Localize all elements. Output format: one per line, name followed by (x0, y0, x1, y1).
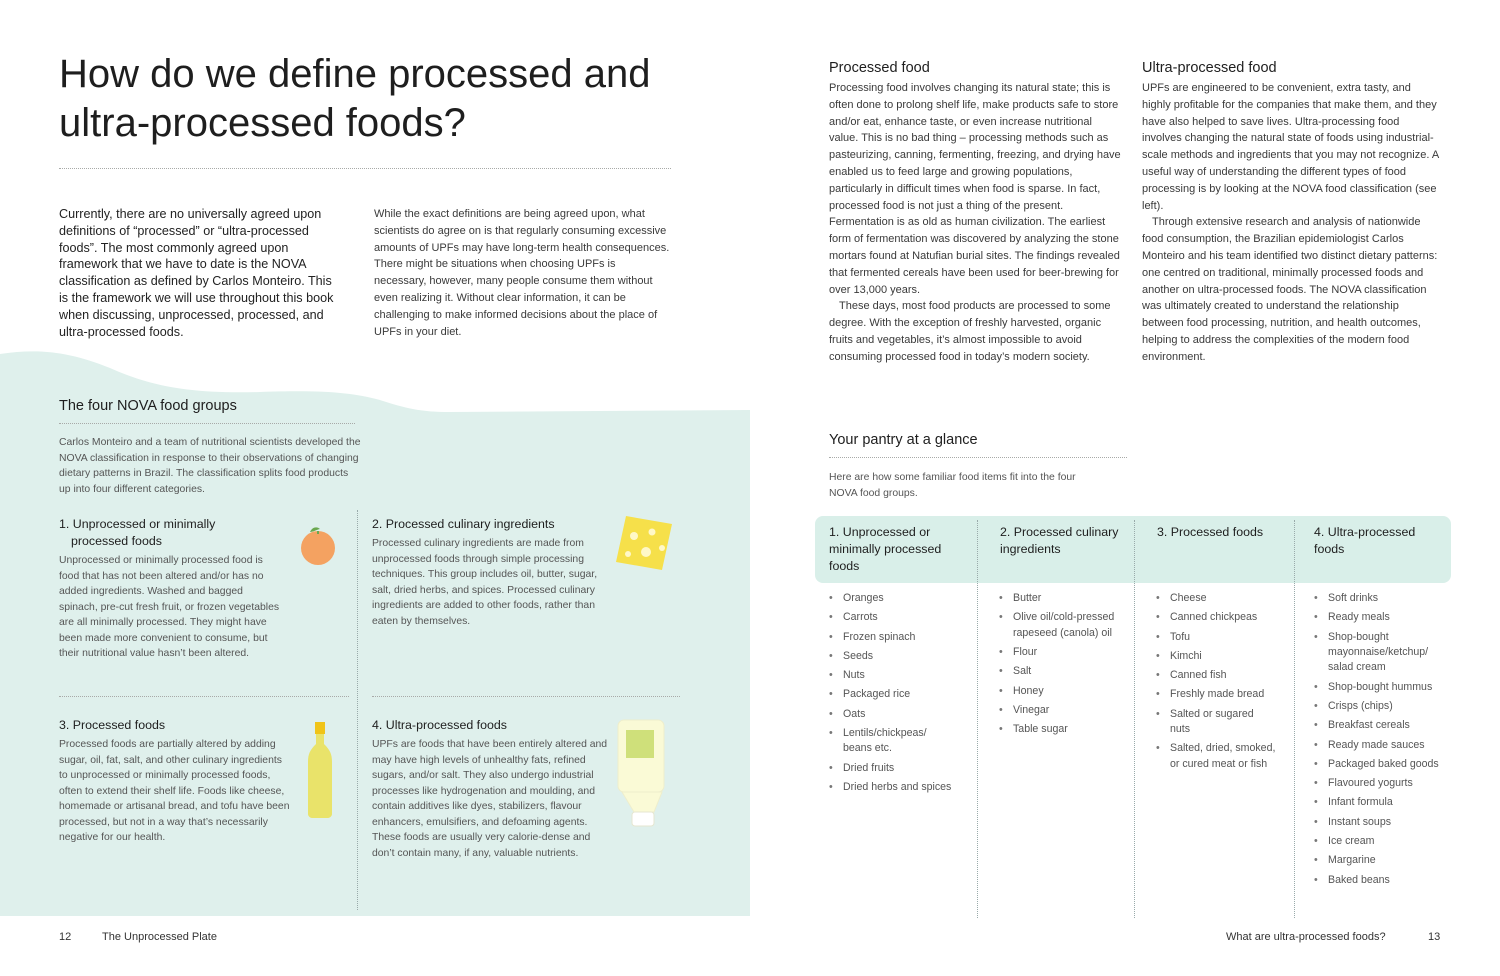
list-item: • Table sugar (999, 722, 1127, 737)
list-item: • Shop-bought hummus (1314, 680, 1444, 695)
pantry-col-2-header: 2. Processed culinary ingredients (1000, 525, 1119, 556)
nova-group-3 (59, 717, 294, 846)
pantry-divider-1 (977, 520, 978, 918)
list-item: • Baked beans (1314, 873, 1444, 888)
list-item: • Breakfast cereals (1314, 718, 1444, 733)
list-item: • Shop-bought mayonnaise/ketchup/ salad cream (1314, 630, 1444, 676)
nova-group-4-text: UPFs are foods that have been entirely altered and may have high levels of unhealthy fats, refined sugars, and/or salt. They also undergo industrial processes like hydrogenation and moulding, and contain additives like dyes, stabilizers, flavour enhancers, emulsifiers, and defoaming agents. These foods are usually very calorie-dense and don’t contain many, if any, valuable nutrients. (372, 739, 608, 859)
nova-group-3-text: Processed foods are partially altered by adding sugar, oil, fat, salt, and other culinary ingredients to unprocessed or minimally processed foods, often to extend their shelf life. Foods like cheese, homemade or artisanal bread, and tofu have been processed, but not in a way that’s necessarily negative for our health. (59, 739, 290, 843)
list-item: • Ice cream (1314, 834, 1444, 849)
orange-icon (292, 522, 340, 568)
pantry-divider-3 (1294, 520, 1295, 918)
page-title: How do we define processed and ultra-processed foods? (59, 52, 651, 145)
right-chapter-title: What are ultra-processed foods? (1226, 931, 1386, 943)
pantry-col-3-header: 3. Processed foods (1157, 525, 1264, 539)
pantry-col-1-header: 1. Unprocessed or minimally processed foods (829, 525, 942, 573)
list-item: • Lentils/chickpeas/ beans etc. (829, 726, 954, 757)
list-item: • Instant soups (1314, 815, 1444, 830)
list-item: • Honey (999, 684, 1127, 699)
sauce-bottle-icon (612, 716, 672, 828)
list-item: • Crisps (chips) (1314, 699, 1444, 714)
list-item: • Soft drinks (1314, 591, 1444, 606)
list-item: • Infant formula (1314, 795, 1444, 810)
list-item: • Olive oil/cold-pressed rapeseed (canola) oil (999, 610, 1127, 641)
nova-group-1-title-line2: processed foods (71, 534, 162, 548)
list-item: • Packaged baked goods (1314, 757, 1444, 772)
nova-intro: Carlos Monteiro and a team of nutritional scientists developed the NOVA classification in response to their observations of changing dietary patterns in Brazil. The classification splits food products up into four different categories. (59, 437, 361, 495)
ultra-processed-food-heading: Ultra-processed food (1142, 60, 1277, 76)
nova-group-2-title: 2. Processed culinary ingredients (372, 517, 555, 531)
ultra-processed-food-para2: Through extensive research and analysis of nationwide food consumption, the Brazilian epidemiologist Carlos Monteiro and his team identified two distinct dietary patterns: one centred on traditional, minimally processed foods and another on ultra-processed foods. The NOVA classification was ultimately created to understand the relationship between food processing, nutrition, and health outcomes, helping to address the complexities of the modern food environment. (1142, 216, 1438, 363)
pantry-divider-2 (1134, 520, 1135, 918)
nova-group-divider-right (372, 696, 680, 697)
list-item: • Ready made sauces (1314, 738, 1444, 753)
list-item: • Frozen spinach (829, 630, 954, 645)
pantry-intro: Here are how some familiar food items fit into the four NOVA food groups. (829, 472, 1076, 499)
list-item: • Carrots (829, 610, 954, 625)
left-page-number: 12 (59, 931, 72, 943)
ultra-processed-food-para1: UPFs are engineered to be convenient, extra tasty, and highly profitable for the companies that make them, and they have also helped to save lives. Ultra-processing food involves changing the natural state of foods using industrial-scale methods and ingredients that you may not recognize. A useful way of understanding the different types of food processing is by looking at the NOVA food classification (see left). (1142, 82, 1439, 212)
list-item: • Canned chickpeas (1156, 610, 1276, 625)
processed-food-para1: Processing food involves changing its natural state; this is often done to prolong shelf life, make products safe to store and/or eat, enhance taste, or even increase nutritional value. This is no bad thing – processing methods such as pasteurizing, canning, fermenting, freezing, and drying have enabled us to feed large and growing populations, particularly in difficult times when food is sparse. In fact, processed food is not just a thing of the present. Fermentation is as old as human civilization. The earliest form of fermentation was discovered by analyzing the stone mortars found at Natufian burial sites. The findings revealed that fermented cereals have been used for beer-brewing for over 13,000 years. (829, 82, 1121, 296)
nova-group-1-title (59, 516, 289, 550)
list-item: • Cheese (1156, 591, 1276, 606)
right-page-number: 13 (1428, 931, 1441, 943)
nova-group-1 (59, 516, 289, 662)
nova-heading-divider (59, 423, 355, 424)
list-item: • Oats (829, 707, 954, 722)
processed-food-heading: Processed food (829, 60, 930, 76)
list-item: • Packaged rice (829, 687, 954, 702)
processed-food-text (829, 80, 1122, 366)
list-item: • Flour (999, 645, 1127, 660)
pantry-heading: Your pantry at a glance (829, 432, 978, 448)
pantry-col-4-header: 4. Ultra-processed foods (1314, 525, 1416, 556)
list-item: • Tofu (1156, 630, 1276, 645)
nova-group-2-text: Processed culinary ingredients are made from unprocessed foods through simple processing techniques. This group includes oil, butter, sugar, salt, dried herbs, and spices. Processed culinary ingredients are added to other foods, rather than eaten by themselves. (372, 538, 598, 627)
list-item: • Nuts (829, 668, 954, 683)
nova-group-4 (372, 717, 612, 861)
list-item: • Kimchi (1156, 649, 1276, 664)
pantry-col-1-list (829, 591, 954, 799)
list-item: • Oranges (829, 591, 954, 606)
oil-bottle-icon (304, 722, 336, 818)
nova-group-2 (372, 516, 612, 629)
list-item: • Margarine (1314, 853, 1444, 868)
processed-food-para2: These days, most food products are processed to some degree. With the exception of freshly harvested, organic fruits and vegetables, it’s almost impossible to avoid consuming processed food in today’s modern society. (829, 300, 1111, 363)
cheese-icon (612, 512, 676, 572)
list-item: • Salted, dried, smoked, or cured meat or fish (1156, 741, 1276, 772)
list-item: • Flavoured yogurts (1314, 776, 1444, 791)
list-item: • Salt (999, 664, 1127, 679)
list-item: • Salted or sugared nuts (1156, 707, 1276, 738)
nova-group-1-title-line1: 1. Unprocessed or minimally (59, 517, 216, 531)
list-item: • Freshly made bread (1156, 687, 1276, 702)
list-item: • Dried herbs and spices (829, 780, 954, 795)
nova-vertical-divider (357, 510, 358, 910)
nova-group-3-title: 3. Processed foods (59, 718, 166, 732)
pantry-col-3-list (1156, 591, 1276, 776)
pantry-heading-divider (829, 457, 1127, 458)
pantry-col-2-list (999, 591, 1127, 741)
list-item: • Dried fruits (829, 761, 954, 776)
intro-left-paragraph: Currently, there are no universally agreed upon definitions of “processed” or “ultra-processed foods”. The most commonly agreed upon framework that we have to date is the NOVA classification as defined by Carlos Monteiro. This is the framework we will use throughout this book when discussing, unprocessed, processed, and ultra-processed foods. (59, 207, 334, 339)
list-item: • Canned fish (1156, 668, 1276, 683)
pantry-col-4-list (1314, 591, 1444, 892)
intro-right-paragraph: While the exact definitions are being agreed upon, what scientists do agree on is that regularly consuming excessive amounts of UPFs may have long-term health consequences. There might be situations when choosing UPFs is necessary, however, many people consume them without even realizing it. Without clear information, it can be challenging to make informed decisions about the place of UPFs in your diet. (374, 208, 670, 338)
nova-group-1-text: Unprocessed or minimally processed food is food that has not been altered and/or has no added ingredients. Washed and bagged spinach, pre-cut fresh fruit, or frozen vegetables are all minimally processed. They might have been made more convenient to consume, but their nutritional value hasn’t been altered. (59, 555, 280, 659)
list-item: • Vinegar (999, 703, 1127, 718)
list-item: • Seeds (829, 649, 954, 664)
left-book-title: The Unprocessed Plate (102, 931, 217, 943)
nova-groups-heading: The four NOVA food groups (59, 398, 237, 414)
title-divider (59, 168, 671, 169)
ultra-processed-food-text (1142, 80, 1440, 366)
nova-group-4-title: 4. Ultra-processed foods (372, 718, 507, 732)
nova-group-divider-left (59, 696, 349, 697)
list-item: • Ready meals (1314, 610, 1444, 625)
list-item: • Butter (999, 591, 1127, 606)
